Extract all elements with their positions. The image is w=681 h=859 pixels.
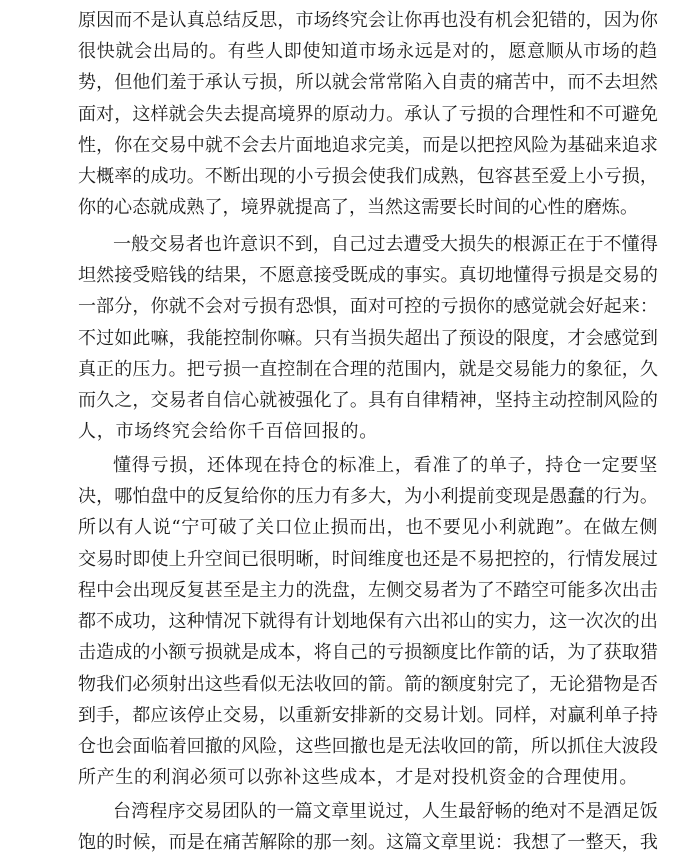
text-line: 所以有人说“宁可破了关口位止损而出，也不要见小利就跑”。在做左侧 xyxy=(78,517,659,538)
text-line: 都不成功，这种情况下就得有计划地保有六出祁山的实力，这一次次的出 xyxy=(78,611,658,632)
text-line: 所产生的利润必须可以弥补这些成本，才是对投机资金的合理使用。 xyxy=(78,767,639,788)
text-line: 原因而不是认真总结反思，市场终究会让你再也没有机会犯错的，因为你 xyxy=(78,10,658,31)
paragraph-first-line: 懂得亏损，还体现在持仓的标准上，看准了的单子，持仓一定要坚 xyxy=(113,455,658,476)
paragraph-first-line: 台湾程序交易团队的一篇文章里说过，人生最舒畅的绝对不是酒足饭 xyxy=(113,801,659,822)
text-line: 人，市场终究会给你千百倍回报的。 xyxy=(78,421,378,442)
text-line: 饱的时候，而是在痛苦解除的那一刻。这篇文章里说：我想了一整天，我 xyxy=(78,832,658,853)
text-line: 势，但他们羞于承认亏损，所以就会常常陷入自责的痛苦中，而不去坦然 xyxy=(78,72,658,93)
text-line: 物我们必须射出这些看似无法收回的箭。箭的额度射完了，无论猎物是否 xyxy=(78,674,658,695)
text-line: 坦然接受赔钱的结果，不愿意接受既成的事实。真切地懂得亏损是交易的 xyxy=(78,265,658,286)
text-line: 你的心态就成熟了，境界就提高了，当然这需要长时间的心性的磨炼。 xyxy=(78,197,639,218)
paragraph-first-line: 一般交易者也许意识不到，自己过去遭受大损失的根源正在于不懂得 xyxy=(113,234,659,255)
text-line: 决，哪怕盘中的反复给你的压力有多大，为小利提前变现是愚蠢的行为。 xyxy=(78,486,658,507)
text-line: 不过如此嘛，我能控制你嘛。只有当损失超出了预设的限度，才会感觉到 xyxy=(78,328,658,349)
text-line: 到手，都应该停止交易，以重新安排新的交易计划。同样，对赢利单子持 xyxy=(78,705,658,726)
text-line: 而久之，交易者自信心就被强化了。具有自律精神，坚持主动控制风险的 xyxy=(78,390,658,411)
text-line: 大概率的成功。不断出现的小亏损会使我们成熟，包容甚至爱上小亏损， xyxy=(78,166,658,187)
text-line: 仓也会面临着回撤的风险，这些回撤也是无法收回的箭，所以抓住大波段 xyxy=(78,736,658,757)
text-line: 程中会出现反复甚至是主力的洗盘，左侧交易者为了不踏空可能多次出击 xyxy=(78,580,658,601)
text-line: 交易时即使上升空间已很明晰，时间维度也还是不易把控的，行情发展过 xyxy=(78,549,658,570)
text-line: 面对，这样就会失去提高境界的原动力。承认了亏损的合理性和不可避免 xyxy=(78,104,658,125)
text-line: 很快就会出局的。有些人即使知道市场永远是对的，愿意顺从市场的趋 xyxy=(78,41,659,62)
text-line: 击造成的小额亏损就是成本，将自己的亏损额度比作箭的话，为了获取猎 xyxy=(78,642,658,663)
text-line: 一部分，你就不会对亏损有恐惧，面对可控的亏损你的感觉就会好起来： xyxy=(78,296,658,317)
text-line: 真正的压力。把亏损一直控制在合理的范围内，就是交易能力的象征，久 xyxy=(78,359,658,380)
text-line: 性，你在交易中就不会去片面地追求完美，而是以把控风险为基础来追求 xyxy=(78,135,658,156)
